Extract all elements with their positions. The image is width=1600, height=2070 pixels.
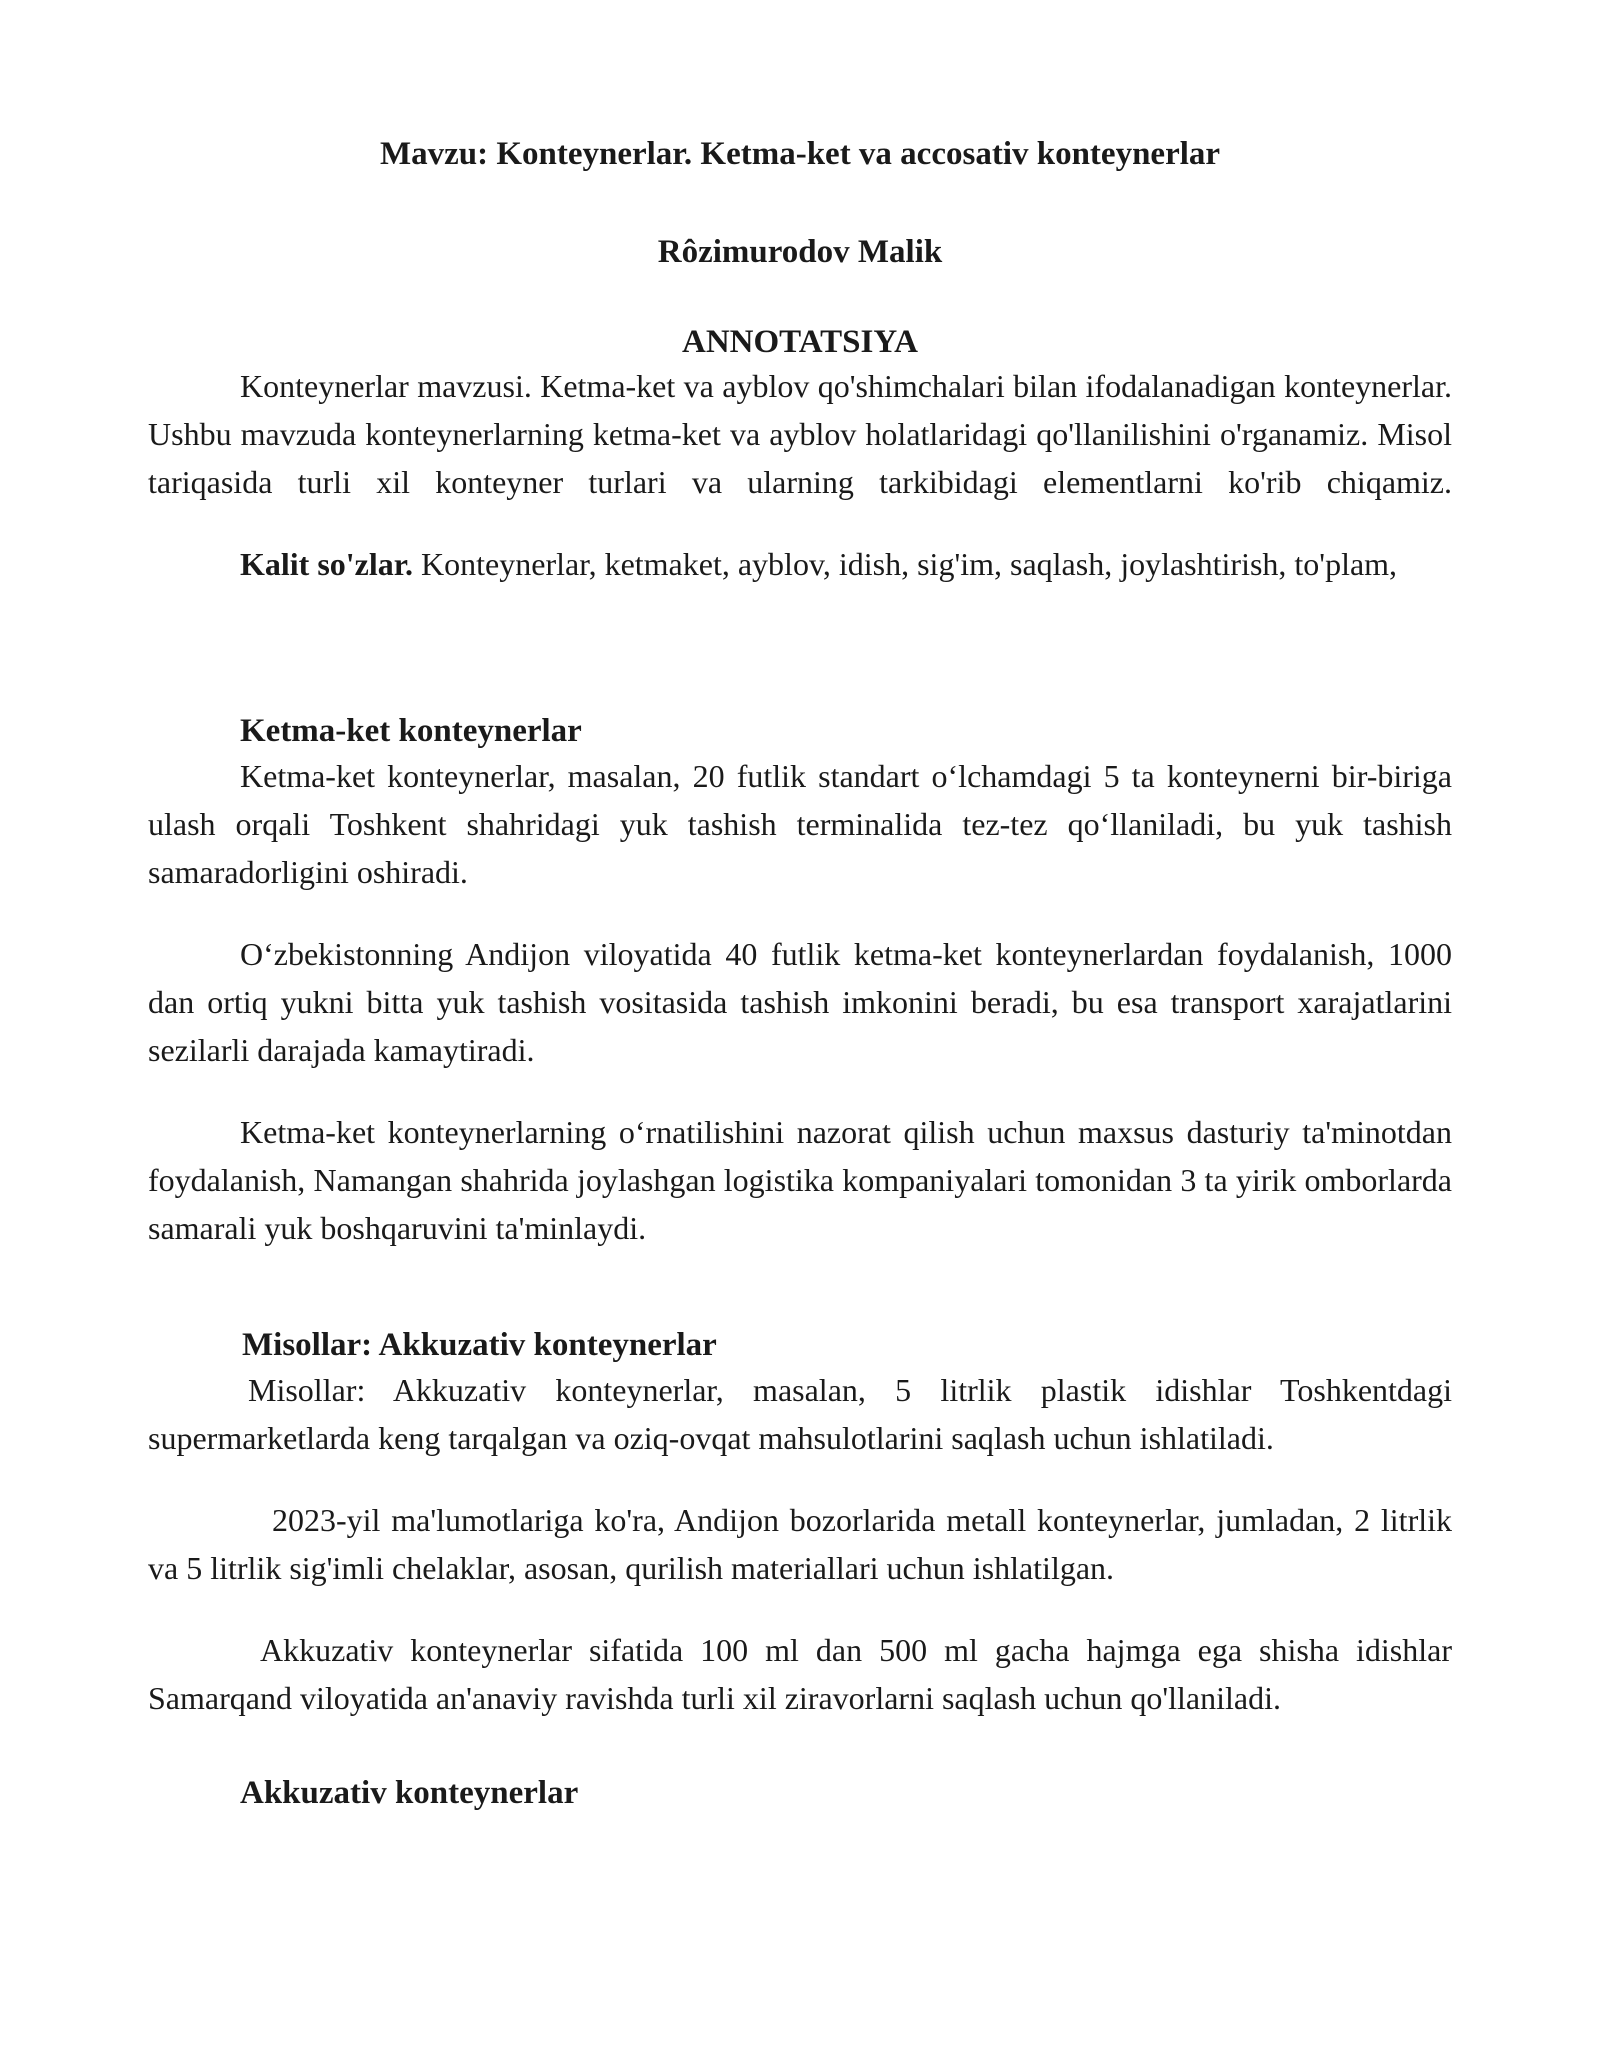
section-paragraph: O‘zbekistonning Andijon viloyatida 40 futlik ketma-ket konteynerlardan foydalanish, 1000 dan ortiq yukni bitta yuk tashish vositasida tashish imkonini beradi, bu esa transport xarajatlarini sezilarli darajada kamaytiradi. (148, 936, 1452, 1068)
keywords-label: Kalit so'zlar. (240, 546, 414, 582)
annotation-paragraph: Konteynerlar mavzusi. Ketma-ket va ayblov qo'shimchalari bilan ifodalanadigan konteynerlar. Ushbu mavzuda konteynerlarning ketma-ket va ayblov holatlaridagi qo'llanilishini o'rganamiz. Misol tariqasida turli xil konteyner turlari va ularning tarkibidagi elementlarni ko'rib chiqamiz. (148, 368, 1452, 500)
section-paragraph: Ketma-ket konteynerlarning o‘rnatilishini nazorat qilish uchun maxsus dasturiy ta'minotdan foydalanish, Namangan shahrida joylashgan logistika kompaniyalari tomonidan 3 ta yirik omborlarda samarali yuk boshqaruvini ta'minlaydi. (148, 1114, 1452, 1246)
section-paragraph: Misollar: Akkuzativ konteynerlar, masalan, 5 litrlik plastik idishlar Toshkentdagi supermarketlarda keng tarqalgan va oziq-ovqat mahsulotlarini saqlash uchun ishlatiladi. (148, 1372, 1452, 1456)
document-title: Mavzu: Konteynerlar. Ketma-ket va accosativ konteynerlar (379, 136, 1221, 172)
keywords-list: Konteynerlar, ketmaket, ayblov, idish, sig'im, saqlash, joylashtirish, to'plam, (413, 546, 1398, 582)
section-paragraph: Akkuzativ konteynerlar sifatida 100 ml dan 500 ml gacha hajmga ega shisha idishlar Samarqand viloyatida an'anaviy ravishda turli xil ziravorlarni saqlash uchun qo'llaniladi. (148, 1632, 1452, 1716)
author-name: Rôzimurodov Malik (657, 234, 943, 270)
annotation-heading: ANNOTATSIYA (682, 324, 918, 360)
document-page (148, 0, 1452, 1814)
keywords-paragraph (148, 540, 1452, 588)
section-paragraph: Ketma-ket konteynerlar, masalan, 20 futlik standart o‘lchamdagi 5 ta konteynerni bir-biriga ulash orqali Toshkent shahridagi yuk tashish terminalida tez-tez qo‘llaniladi, bu yuk tashish samaradorligini oshiradi. (148, 758, 1452, 890)
section-heading-misollar: Misollar: Akkuzativ konteynerlar (242, 1327, 717, 1363)
section-heading-ketma-ket: Ketma-ket konteynerlar (240, 713, 582, 749)
section-heading-akkuzativ: Akkuzativ konteynerlar (240, 1775, 579, 1811)
section-paragraph: 2023-yil ma'lumotlariga ko'ra, Andijon bozorlarida metall konteynerlar, jumladan, 2 litrlik va 5 litrlik sig'imli chelaklar, asosan, qurilish materiallari uchun ishlatilgan. (148, 1502, 1452, 1586)
